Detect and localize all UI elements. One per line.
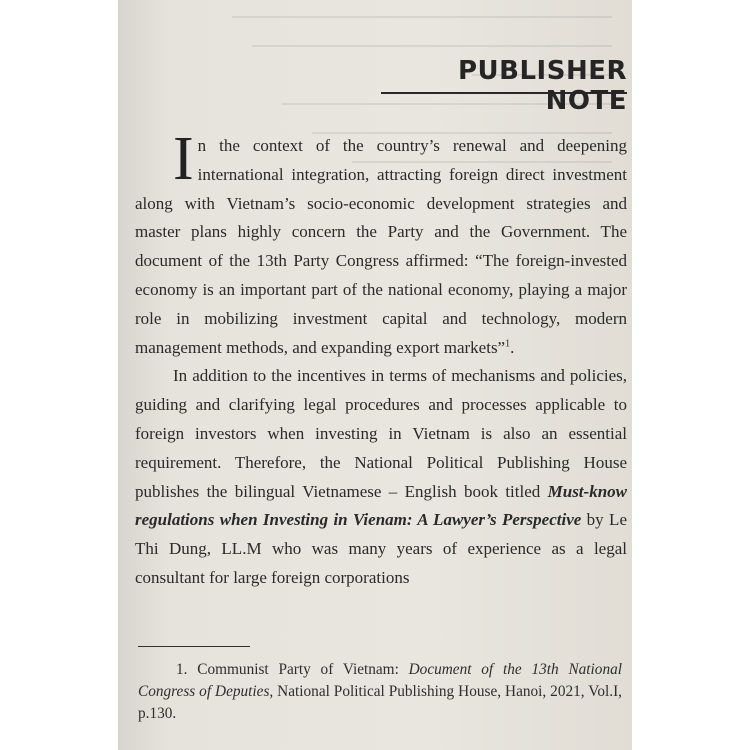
section-heading: [381, 56, 627, 116]
drop-cap: I: [173, 125, 194, 193]
body-text: [135, 125, 627, 593]
footnote-number: 1.: [176, 661, 188, 678]
footnote-details: National Political Publishing House, Hanoi, 2021, Vol.I, p.130.: [138, 683, 622, 723]
paragraph-2-text-before: In addition to the incentives in terms of mechanisms and policies, guiding and clarifying legal procedures and processes applicable to foreign investors when investing in Vietnam is also an essential requirement. Therefore, the National Political Publishing House publishes the bilingual Vietnamese – English book titled: [135, 366, 627, 501]
paragraph-2: [135, 362, 627, 592]
paragraph-1: [135, 125, 627, 362]
paragraph-1-text: n the context of the country’s renewal and deepening international integration, attracting foreign direct investment along with Vietnam’s socio-economic development strategies and master plans highly concern the Party and the Government. The document of the 13th Party Congress affirmed: “The foreign-invested economy is an important part of the national economy, playing a major role in mobilizing investment capital and technology, modern management methods, and expanding export markets”: [135, 136, 627, 357]
heading-text: PUBLISHER NOTE: [458, 56, 627, 116]
footnote: [138, 659, 622, 726]
footnote-reference: 1: [505, 337, 511, 349]
paragraph-2-text-after: by Le Thi Dung, LL.M who was many years of experience as a legal consultant for large foreign corporations: [135, 510, 627, 587]
book-page: [118, 0, 632, 750]
paragraph-1-end: .: [510, 337, 515, 357]
footnote-document-title: Document of the 13th National Congress of Deputies,: [138, 661, 623, 701]
footnote-author: Communist Party of Vietnam:: [187, 661, 409, 678]
book-title: Must-know regulations when Investing in Vienam: A Lawyer’s Perspective: [135, 481, 627, 530]
footnote-divider: [138, 646, 250, 647]
